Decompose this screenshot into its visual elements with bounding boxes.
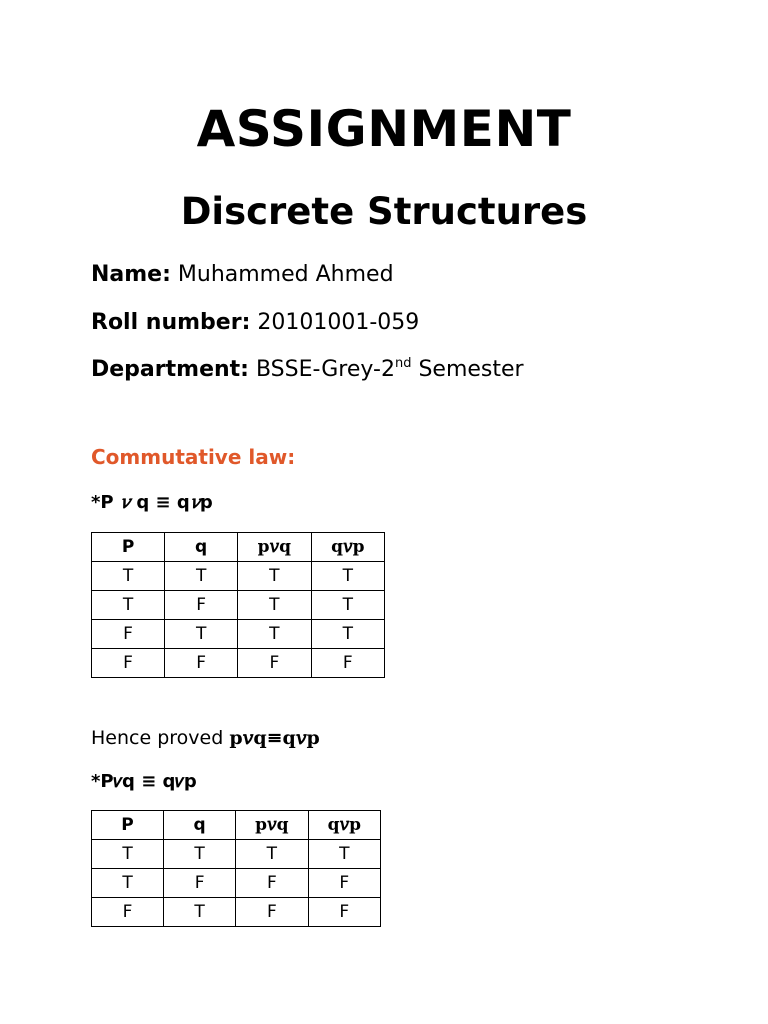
table-cell: T — [164, 840, 236, 869]
roll-number-value: 20101001-059 — [257, 310, 420, 335]
table-row — [92, 898, 381, 927]
formula-1-middle: q ≡ q — [130, 492, 190, 513]
table-row — [92, 620, 385, 649]
department-value: BSSE-Grey-2 — [255, 357, 395, 382]
name-line — [91, 262, 394, 287]
table-cell: F — [165, 591, 238, 620]
table-row — [92, 869, 381, 898]
department-semester: Semester — [411, 357, 524, 382]
table-cell: T — [92, 840, 164, 869]
table-row — [92, 562, 385, 591]
formula-1-or-symbol-2: 𝑣 — [189, 492, 200, 513]
formula-1-end: p — [199, 492, 213, 513]
table-cell: T — [165, 562, 238, 591]
table-header-cell: q𝑣p — [308, 811, 380, 840]
table-cell: T — [92, 869, 164, 898]
table-cell: T — [92, 562, 165, 591]
department-line — [91, 357, 524, 382]
truth-table-2 — [91, 810, 381, 927]
table-row — [92, 591, 385, 620]
table-header-cell: P — [92, 811, 164, 840]
page-title: ASSIGNMENT — [196, 100, 572, 158]
formula-1-prefix: *P — [91, 492, 120, 513]
table-cell: T — [165, 620, 238, 649]
table-row — [92, 840, 381, 869]
hence-proved-text: Hence proved — [91, 727, 230, 749]
truth-table-1 — [91, 532, 385, 678]
table-cell: T — [236, 840, 308, 869]
table-cell: T — [238, 591, 311, 620]
table-header-cell: q𝑣p — [311, 533, 384, 562]
formula-2: *P𝑣q ≡ q𝑣p — [91, 771, 197, 792]
name-value: Muhammed Ahmed — [177, 262, 394, 287]
table-cell: F — [164, 869, 236, 898]
name-label: Name: — [91, 262, 171, 287]
table-cell: T — [311, 562, 384, 591]
table-cell: F — [92, 620, 165, 649]
roll-number-line — [91, 310, 419, 335]
table-cell: F — [165, 649, 238, 678]
table-cell: F — [236, 898, 308, 927]
table-row — [92, 649, 385, 678]
table-cell: T — [238, 620, 311, 649]
table-cell: T — [92, 591, 165, 620]
table-header-cell: p𝑣q — [236, 811, 308, 840]
page-subtitle: Discrete Structures — [180, 190, 588, 233]
table-header-cell: q — [164, 811, 236, 840]
table-cell: F — [92, 898, 164, 927]
table-cell: F — [308, 898, 380, 927]
table-header-row — [92, 811, 381, 840]
table-cell: T — [311, 620, 384, 649]
table-cell: T — [238, 562, 311, 591]
table-cell: F — [308, 869, 380, 898]
table-cell: T — [164, 898, 236, 927]
formula-1 — [91, 492, 213, 513]
department-ordinal: nd — [394, 356, 412, 371]
table-cell: F — [92, 649, 165, 678]
table-header-cell: p𝑣q — [238, 533, 311, 562]
table-cell: T — [308, 840, 380, 869]
department-label: Department: — [91, 357, 249, 382]
table-header-cell: q — [165, 533, 238, 562]
table-header-row — [92, 533, 385, 562]
table-cell: T — [311, 591, 384, 620]
section-heading: Commutative law: — [91, 445, 296, 469]
hence-proved-math: p𝑣q≡q𝑣p — [229, 727, 320, 749]
formula-1-or-symbol: 𝑣 — [119, 492, 131, 513]
table-cell: F — [236, 869, 308, 898]
table-cell: F — [311, 649, 384, 678]
hence-proved-line — [91, 727, 320, 749]
roll-number-label: Roll number: — [91, 310, 251, 335]
table-cell: F — [238, 649, 311, 678]
table-header-cell: P — [92, 533, 165, 562]
